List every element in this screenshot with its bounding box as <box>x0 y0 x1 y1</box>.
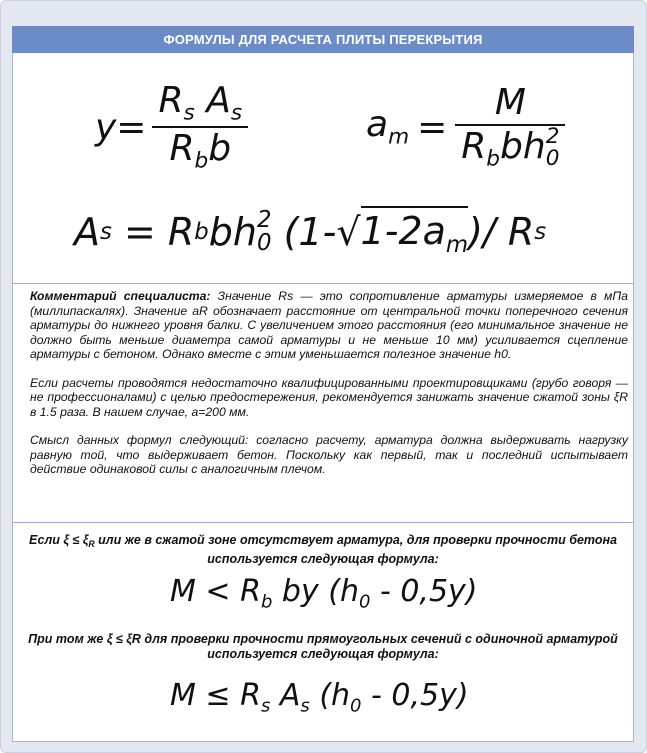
sub-b: b <box>194 148 209 174</box>
sub-s: s <box>183 100 195 126</box>
equals-R: = R <box>111 210 195 254</box>
comment-paragraph-1 <box>30 289 628 362</box>
formula-m2-part-c: (h <box>309 678 351 713</box>
sym-a: a <box>366 104 389 146</box>
sub-s: s <box>230 100 243 126</box>
sym-R: R <box>169 128 195 169</box>
sub-s: s <box>534 219 547 245</box>
sym-A: A <box>74 210 100 254</box>
formula-m1-part-b: by (h <box>272 574 359 609</box>
sqrt-content <box>361 206 469 258</box>
sym-A: A <box>206 79 231 121</box>
comment-paragraph-3: Смысл данных формул следующий: согласно расчету, арматура должна выдерживать нагрузку равную той, что выдерживает бетон. Поскольку как первый, так и последний испытывает действие одинаковой силы с аналогичным плечом. <box>30 433 628 476</box>
sub-b: b <box>260 591 273 613</box>
formula-y <box>95 79 248 174</box>
paren-close-divide: )/ R <box>468 210 535 254</box>
paren-open: (1- <box>271 210 337 254</box>
sup-2: 2 <box>257 207 272 234</box>
separator <box>12 522 634 523</box>
comment-paragraph-2: Если расчеты проводятся недостаточно квалифицированными проектировщиками (грубо говоря — не профессионалами) с целью предостережения, рекомендуется занижать значение сжатой зоны ξR в 1.5 раза. В нашем случае, a=200 мм. <box>30 375 628 419</box>
sup-2: 2 <box>545 123 560 149</box>
equals-sign: = <box>417 106 448 148</box>
expert-comment <box>30 289 628 491</box>
sub-m: m <box>445 231 469 258</box>
formula-m2-part-d: - 0,5y) <box>361 678 469 713</box>
formula-m1-part-c: - 0,5y) <box>370 574 478 609</box>
comment-lead: Комментарий специалиста: <box>30 289 211 303</box>
sub-s: s <box>260 695 271 717</box>
condition-1-rest: или же в сжатой зоне отсутствует арматура, для проверки прочности бетона используется следующая формула: <box>94 533 617 567</box>
sub-b: b <box>194 219 209 245</box>
sym-R: R <box>461 125 487 167</box>
sub-m: m <box>388 124 410 150</box>
formula-y-numerator <box>152 80 248 126</box>
sub-0: 0 <box>545 145 560 171</box>
formula-m2-part-a: M ≤ R <box>170 678 261 713</box>
separator <box>12 283 634 284</box>
sub-0: 0 <box>358 591 371 613</box>
formula-y-fraction <box>152 80 248 175</box>
condition-1 <box>20 533 626 567</box>
formula-m2-part-b: A <box>270 678 301 713</box>
sub-0: 0 <box>350 695 362 717</box>
sub-s: s <box>300 695 310 717</box>
sym-bh: bh <box>500 125 546 167</box>
formula-am-denominator <box>455 123 565 172</box>
formula-am-lhs <box>366 104 409 150</box>
formula-m2 <box>170 678 469 716</box>
formula-y-lhs: y= <box>95 106 147 148</box>
condition-1-start: Если ξ ≤ ξ <box>29 533 89 547</box>
sym-R: R <box>158 79 184 121</box>
formula-as <box>74 202 546 262</box>
sym-b: b <box>208 128 232 169</box>
sqrt-inside: 1-2a <box>360 209 446 254</box>
sub-b: b <box>486 146 501 172</box>
sub-R: R <box>88 539 95 550</box>
sqrt-icon: √ <box>336 210 361 254</box>
sub-s: s <box>100 219 112 245</box>
sub-0: 0 <box>257 230 272 256</box>
formula-am <box>366 82 565 172</box>
sym-bh: bh <box>208 210 257 254</box>
page-title: ФОРМУЛЫ ДЛЯ РАСЧЕТА ПЛИТЫ ПЕРЕКРЫТИЯ <box>12 26 634 53</box>
formula-m1 <box>170 574 478 612</box>
formula-am-fraction <box>455 82 565 172</box>
comment-text-1: Значение Rs — это сопротивление арматуры измеряемое в мПа (миллипаскалях). Значение aR обозначает расстояние от центральной точки поперечного сечения арматуры до нижнего уровня балки. С увеличением этого расстояния (его минимальное значение не должно быть меньше диаметра самой арматуры и не меньше 10 мм) усиливается сцепление арматуры с бетоном. Однако вместе с этим уменьшается полезное значение h0. <box>30 289 628 361</box>
formula-m1-part-a: M < R <box>170 574 261 609</box>
condition-2: При том же ξ ≤ ξR для проверки прочности прямоугольных сечений с одиночной арматурой используется следующая формула: <box>28 632 618 661</box>
formula-y-denominator <box>163 128 237 174</box>
formula-am-numerator: M <box>494 82 526 124</box>
